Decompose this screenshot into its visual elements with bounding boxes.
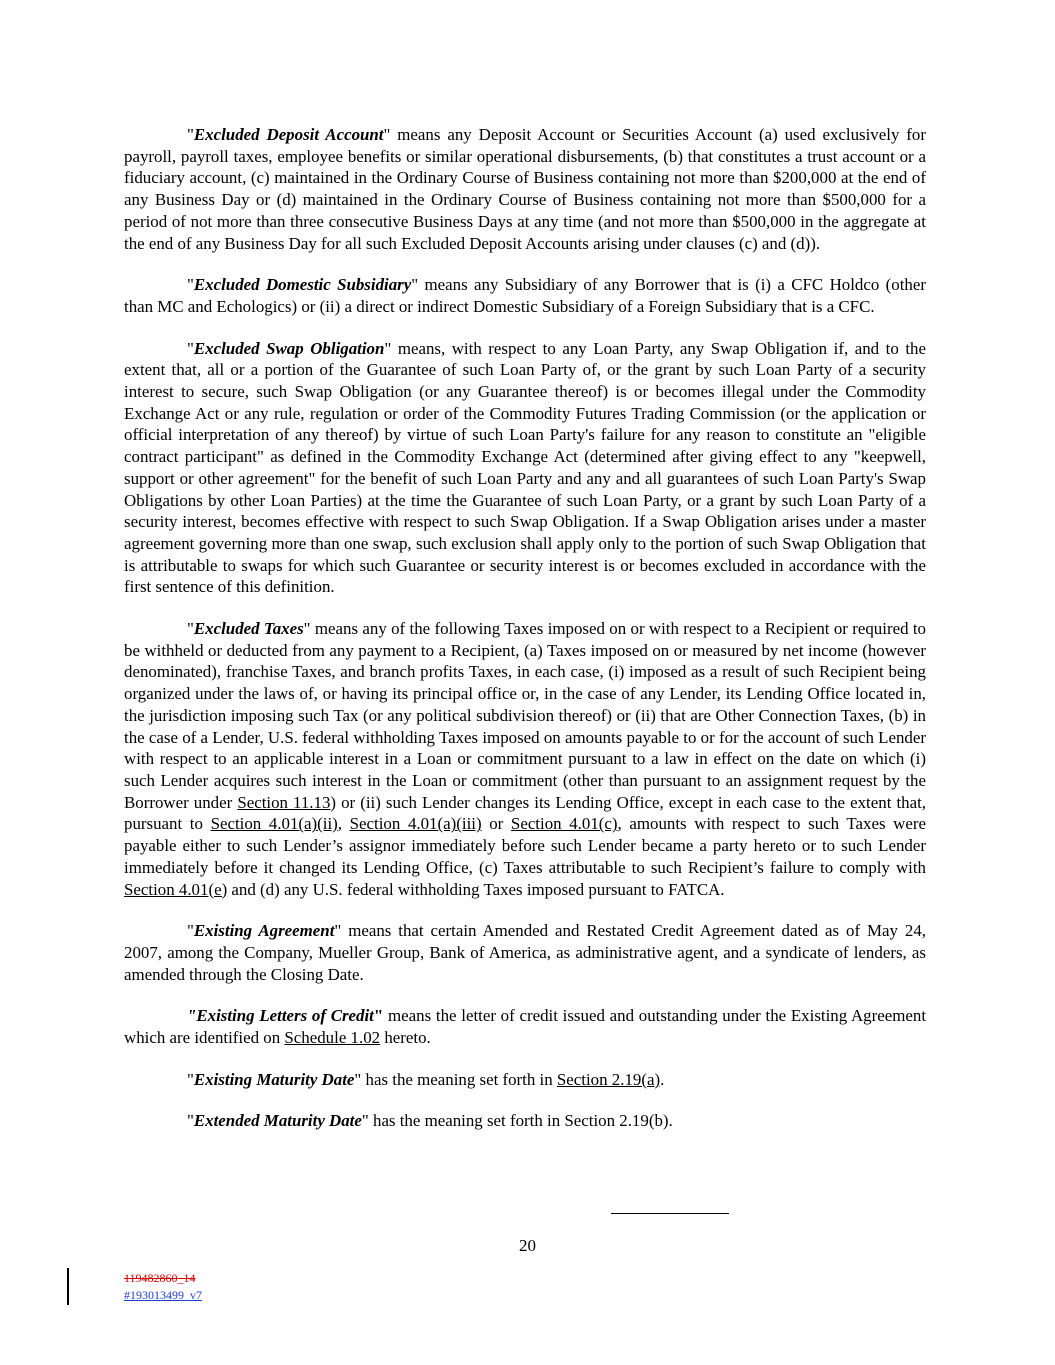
quote-mark: ": [187, 1069, 194, 1089]
definition-existing-maturity-date: [124, 1069, 926, 1091]
page-number: 20: [519, 1236, 536, 1255]
definition-text: or: [481, 814, 511, 834]
defined-term: Existing Maturity Date: [193, 1069, 355, 1089]
section-reference[interactable]: Section 4.01(e): [124, 879, 228, 899]
definition-text: " means any of the following Taxes imposed on or with respect to a Recipient or required to be withheld or deducted from any payment to a Recipient, (a) Taxes imposed on or measured by net income (however denominated), franchise Taxes, and branch profits Taxes, in each case, (i) imposed as a result of such Recipient being organized under the laws of, or having its principal office or, in the case of any Lender, its Lending Office located in, the jurisdiction imposing such Tax (or any political subdivision thereof) or (ii) that are Other Connection Taxes, (b) in the case of a Lender, U.S. federal withholding Taxes imposed on amounts payable to or for the account of such Lender with respect to an applicable interest in a Loan or commitment pursuant to a law in effect on the date on which (i) such Lender acquires such interest in the Loan or commitment (other than pursuant to an assignment request by the Borrower under: [124, 619, 926, 812]
definition-text: .: [660, 1069, 665, 1089]
quote-mark: ": [187, 619, 194, 639]
definition-text: hereto.: [380, 1028, 431, 1048]
defined-term: Excluded Taxes: [193, 619, 304, 639]
defined-term: Excluded Deposit Account: [193, 125, 384, 144]
defined-term: Excluded Domestic Subsidiary: [193, 275, 412, 295]
quote-mark: ": [187, 1111, 194, 1131]
defined-term: Extended Maturity Date: [193, 1111, 362, 1131]
definition-existing-agreement: [124, 920, 926, 985]
deleted-document-id: 119482860_14: [124, 1271, 196, 1285]
definition-excluded-domestic-subsidiary: [124, 274, 926, 317]
quote-mark: ": [187, 921, 194, 941]
definition-text: , amounts with respect to such Taxes were payable either to such Lender’s assignor immediately before such Lender became a party hereto or to such Lender immediately before it changed its Lending Office, (c) Taxes attributable to such Recipient’s failure to comply with: [124, 814, 926, 877]
definition-extended-maturity-date: [124, 1110, 926, 1132]
revision-rule: [611, 1213, 729, 1214]
definition-text: " means any Subsidiary of any Borrower that is (i) a CFC Holdco (other than MC and Echologics) or (ii) a direct or indirect Domestic Subsidiary of a Foreign Subsidiary that is a CFC.: [124, 275, 927, 316]
inserted-document-id: #193013499_v7: [124, 1288, 202, 1302]
definition-text: ,: [337, 814, 350, 834]
quote-mark: ": [187, 338, 194, 358]
quote-mark: ": [373, 1006, 384, 1026]
schedule-reference[interactable]: Schedule 1.02: [284, 1028, 381, 1048]
section-reference[interactable]: Section 2.19(a): [556, 1069, 661, 1089]
change-bar: [67, 1268, 69, 1305]
document-body: [124, 124, 926, 1152]
defined-term: Excluded Swap Obligation: [193, 338, 385, 358]
definition-excluded-swap-obligation: [124, 338, 926, 598]
definition-text: " has the meaning set forth in: [354, 1069, 557, 1089]
defined-term: "Existing Letters of Credit: [187, 1006, 374, 1026]
definition-text: " has the meaning set forth in Section 2.19(b).: [361, 1111, 673, 1131]
section-reference[interactable]: Section 11.13: [237, 792, 331, 812]
section-reference[interactable]: Section 4.01(a)(iii): [349, 814, 482, 834]
definition-text: ) or (ii) such Lender changes its Lending Office, except in each case to the extent that, pursuant to: [124, 792, 926, 834]
quote-mark: ": [187, 125, 194, 144]
definition-text: means the letter of credit issued and outstanding under the Existing Agreement which are identified on: [124, 1006, 927, 1048]
definition-text: " means, with respect to any Loan Party, any Swap Obligation if, and to the extent that, all or a portion of the Guarantee of such Loan Party of, or the grant by such Loan Party of a security interest to secure, such Swap Obligation (or any Guarantee thereof) is or becomes illegal under the Commodity Exchange Act or any rule, regulation or order of the Commodity Futures Trading Commission (or the application or official interpretation of any thereof) by virtue of such Loan Party's failure for any reason to constitute an "eligible contract participant" as defined in the Commodity Exchange Act (determined after giving effect to any "keepwell, support or other agreement" for the benefit of such Loan Party and any and all guarantees of such Loan Party's Swap Obligations by other Loan Parties) at the time the Guarantee of such Loan Party, or a grant by such Loan Party of a security interest, becomes effective with respect to such Swap Obligation. If a Swap Obligation arises under a master agreement governing more than one swap, such exclusion shall apply only to the portion of such Swap Obligation that is attributable to swaps for which such Guarantee or security interest is or becomes excluded in accordance with the first sentence of this definition.: [124, 338, 926, 597]
defined-term: Existing Agreement: [193, 921, 335, 941]
definition-text: and (d) any U.S. federal withholding Taxes imposed pursuant to FATCA.: [227, 879, 725, 899]
definition-excluded-deposit-account: [124, 124, 926, 254]
definition-existing-letters-of-credit: [124, 1005, 926, 1048]
definition-text: " means any Deposit Account or Securities Account (a) used exclusively for payroll, payroll taxes, employee benefits or similar operational disbursements, (b) that constitutes a trust account or a fiduciary account, (c) maintained in the Ordinary Course of Business containing not more than $200,000 at the end of any Business Day or (d) maintained in the Ordinary Course of Business containing not more than $500,000 for a period of not more than three consecutive Business Days at any time (and not more than $500,000 in the aggregate at the end of any Business Day for all such Excluded Deposit Accounts arising under clauses (c) and (d)).: [124, 125, 926, 253]
quote-mark: ": [187, 275, 194, 295]
section-reference[interactable]: Section 4.01(c): [510, 814, 618, 834]
definition-text: " means that certain Amended and Restated Credit Agreement dated as of May 24, 2007, among the Company, Mueller Group, Bank of America, as administrative agent, and a syndicate of lenders, as amended through the Closing Date.: [124, 921, 926, 984]
definition-excluded-taxes: [124, 618, 926, 900]
section-reference[interactable]: Section 4.01(a)(ii): [210, 814, 338, 834]
